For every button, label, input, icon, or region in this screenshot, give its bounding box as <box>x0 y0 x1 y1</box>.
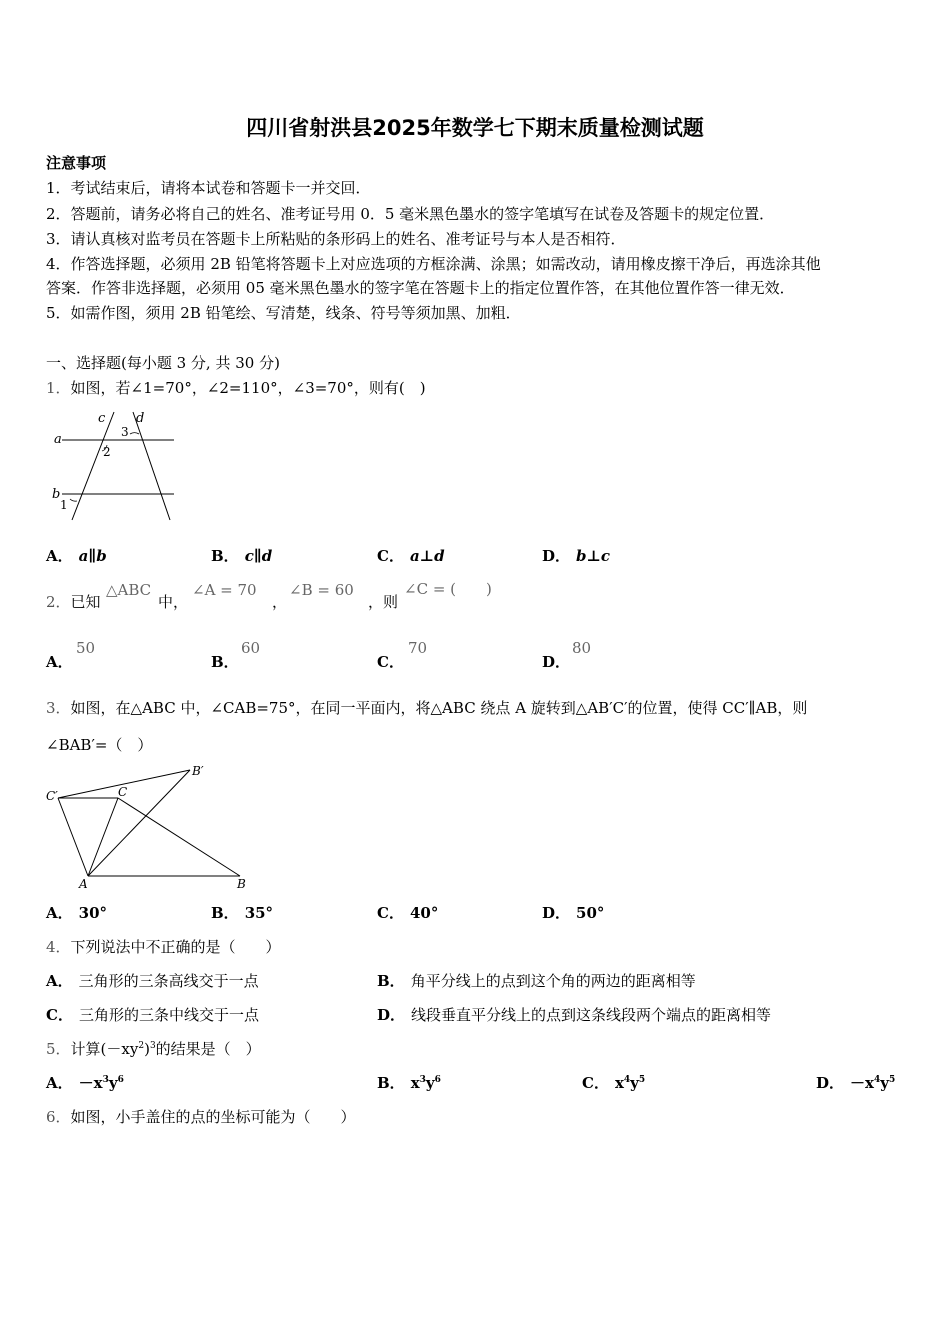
q5-option-b[interactable]: B． $x^3y^6$ <box>377 1074 441 1092</box>
q3-option-b[interactable]: B． 35° <box>211 904 274 922</box>
question-text: 如图，小手盖住的点的坐标可能为（ ） <box>70 1108 356 1126</box>
label-3: 3 <box>121 425 129 439</box>
label-b: B <box>237 877 246 891</box>
q2-option-a-value: 50 <box>76 639 96 657</box>
question-text-comma: ， <box>272 593 288 611</box>
q1-option-a[interactable]: A． a∥b <box>46 547 107 565</box>
note-item-3: 3．请认真核对监考员在答题卡上所粘贴的条形码上的姓名、准考证号与本人是否相符． <box>46 230 626 248</box>
question-2 <box>46 591 101 612</box>
q4-option-b[interactable]: B． 角平分线上的点到这个角的两边的距离相等 <box>377 972 696 990</box>
question-text: 如图，在△ABC 中，∠CAB=75°，在同一平面内，将△ABC 绕点 A 旋转到△AB′C′的位置，使得 CC′∥AB，则 <box>70 699 808 717</box>
q1-option-b[interactable]: B． c∥d <box>211 547 273 565</box>
q3-option-c[interactable]: C． 40° <box>377 904 439 922</box>
question-text: 已知 <box>70 593 101 611</box>
note-item-1: 1．考试结束后，请将本试卷和答题卡一并交回． <box>46 179 371 197</box>
question-number: 5． <box>46 1040 71 1058</box>
q5-option-c[interactable]: C． $x^4y^5$ <box>582 1074 646 1092</box>
q1-option-c[interactable]: C． a⊥d <box>377 547 445 565</box>
label-b: b <box>52 487 61 502</box>
q2-option-a[interactable]: A． <box>46 653 73 671</box>
question-4 <box>46 936 281 957</box>
question-1 <box>46 377 426 398</box>
label-2: 2 <box>103 445 111 459</box>
note-item-4: 4．作答选择题，必须用 2B 铅笔将答题卡上对应选项的方框涂满、涂黑；如需改动，请用橡皮擦干净后，再选涂其他 <box>46 255 821 273</box>
note-item-2: 2．答题前，请务必将自己的姓名、准考证号用 0．5 毫米黑色墨水的签字笔填写在试卷及答题卡的规定位置． <box>46 205 775 223</box>
notes-heading: 注意事项 <box>46 154 107 172</box>
angle-1-arc <box>70 499 77 501</box>
question-number: 4． <box>46 938 71 956</box>
math-triangle-abc: △ABC <box>106 581 152 599</box>
label-a: A <box>79 877 88 891</box>
q2-option-c[interactable]: C． <box>377 653 404 671</box>
parallel-lines-figure <box>46 404 181 522</box>
q2-option-b[interactable]: B． <box>211 653 239 671</box>
q2-option-d-value: 80 <box>572 639 592 657</box>
q5-option-a[interactable]: A． $-x^3y^6$ <box>46 1074 124 1092</box>
label-b-prime: B′ <box>192 764 204 778</box>
question-text-mid: 中， <box>158 593 189 611</box>
label-d: d <box>136 411 145 426</box>
segment-a-b1 <box>88 770 190 876</box>
q2-option-d[interactable]: D． <box>542 653 571 671</box>
math-angle-c: ∠C = ( ) <box>404 580 492 598</box>
question-text: 计算$(-xy^2)^3$的结果是（ ） <box>70 1040 261 1058</box>
q4-option-d[interactable]: D． 线段垂直平分线上的点到这条线段两个端点的距离相等 <box>377 1006 772 1024</box>
q4-option-c[interactable]: C． 三角形的三条中线交于一点 <box>46 1006 259 1024</box>
note-item-5: 5．如需作图，须用 2B 铅笔绘、写清楚，线条、符号等须加黑、加粗． <box>46 304 521 322</box>
math-angle-a: ∠A = 70 <box>192 581 257 599</box>
note-item-4-cont: 答案．作答非选择题，必须用 05 毫米黑色墨水的签字笔在答题卡上的指定位置作答，在其他位置作答一律无效． <box>46 279 795 297</box>
line-c <box>72 412 114 520</box>
label-a: a <box>54 432 62 447</box>
q4-option-a[interactable]: A． 三角形的三条高线交于一点 <box>46 972 259 990</box>
question-6 <box>46 1106 356 1127</box>
q5-option-d[interactable]: D． $-x^4y^5$ <box>816 1074 896 1092</box>
question-number: 1． <box>46 379 71 397</box>
segment-c-a <box>88 798 118 876</box>
question-3-cont: ∠BAB′=（ ） <box>46 736 153 754</box>
label-1: 1 <box>60 498 68 512</box>
segment-c1-a <box>58 798 88 876</box>
question-number: 6． <box>46 1108 71 1126</box>
q2-option-b-value: 60 <box>241 639 261 657</box>
question-number: 2． <box>46 593 71 611</box>
line-d <box>133 412 170 520</box>
q1-option-d[interactable]: D． b⊥c <box>542 547 611 565</box>
label-c: c <box>98 411 106 426</box>
question-text: 下列说法中不正确的是（ ） <box>70 938 281 956</box>
question-3 <box>46 697 807 718</box>
segment-c-b <box>118 798 240 876</box>
label-c-prime: C′ <box>46 789 58 803</box>
angle-3-arc <box>130 433 139 434</box>
question-number: 3． <box>46 699 71 717</box>
math-angle-b: ∠B = 60 <box>289 581 354 599</box>
rotation-figure <box>44 762 259 892</box>
q3-option-d[interactable]: D． 50° <box>542 904 605 922</box>
page-title: 四川省射洪县2025年数学七下期末质量检测试题 <box>246 116 704 140</box>
question-5 <box>46 1038 261 1059</box>
label-c: C <box>118 785 128 799</box>
question-text-then: ，则 <box>368 593 399 611</box>
question-text: 如图，若∠1=70°，∠2=110°，∠3=70°，则有( ) <box>70 379 426 397</box>
section-heading: 一、选择题(每小题 3 分, 共 30 分) <box>46 354 280 372</box>
q2-option-c-value: 70 <box>408 639 428 657</box>
q3-option-a[interactable]: A． 30° <box>46 904 108 922</box>
